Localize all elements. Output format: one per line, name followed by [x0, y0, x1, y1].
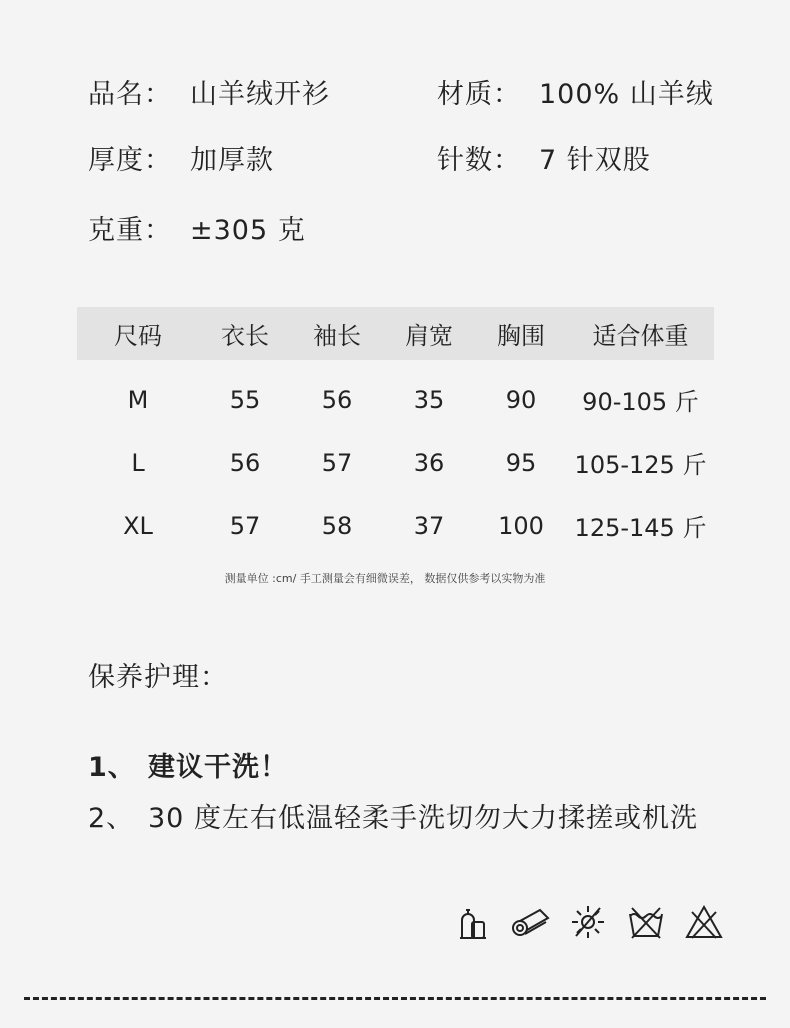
care-title: 保养护理：	[88, 662, 228, 693]
no-sun-icon	[568, 902, 608, 942]
table-row	[77, 431, 714, 494]
spec-material-key: 材质：	[437, 79, 521, 110]
header-chest: 胸围	[497, 322, 545, 350]
care-item-1-text: 建议干洗！	[148, 752, 288, 783]
table-cell: XL	[123, 511, 153, 540]
no-bleach-icon	[684, 902, 724, 942]
no-machine-wash-icon	[626, 902, 666, 942]
table-row	[77, 494, 714, 557]
table-cell: 57	[229, 511, 261, 540]
size-table	[77, 307, 714, 557]
header-sleeve: 袖长	[313, 322, 361, 350]
size-table-body	[77, 360, 714, 557]
spec-material-value: 100% 山羊绒	[539, 79, 714, 110]
table-cell: 36	[413, 448, 445, 477]
spec-weight-key: 克重：	[88, 215, 172, 246]
spec-thickness	[88, 138, 274, 177]
spec-name	[88, 72, 330, 111]
table-cell: 37	[413, 511, 445, 540]
table-cell: 125-145 斤	[574, 514, 707, 542]
measurement-note: 测量单位 :cm/ 手工测量会有细微误差， 数据仅供参考以实物为准	[224, 572, 546, 585]
spec-gauge-value: 7 针双股	[539, 145, 651, 176]
size-table-header	[77, 307, 714, 360]
care-item-2-text: 30 度左右低温轻柔手洗切勿大力揉搓或机洗	[148, 803, 698, 834]
table-cell: M	[127, 385, 149, 414]
header-weight: 适合体重	[592, 322, 689, 350]
spec-thickness-value: 加厚款	[190, 145, 274, 176]
table-cell: 90-105 斤	[582, 388, 699, 416]
header-shoulder: 肩宽	[405, 322, 453, 350]
spec-name-value: 山羊绒开衫	[190, 79, 330, 110]
care-icons	[452, 902, 724, 942]
bottom-divider	[24, 997, 766, 1000]
spec-weight-value: ±305 克	[190, 215, 306, 246]
spec-thickness-key: 厚度：	[88, 145, 172, 176]
table-cell: 56	[321, 385, 353, 414]
dry-clean-bottle-icon	[452, 902, 492, 942]
table-cell: 58	[321, 511, 353, 540]
table-cell: 90	[505, 385, 537, 414]
table-cell: 55	[229, 385, 261, 414]
roll-flat-icon	[510, 902, 550, 942]
spec-material	[437, 72, 714, 111]
table-cell: L	[131, 448, 145, 477]
table-cell: 105-125 斤	[574, 451, 707, 479]
spec-weight	[88, 208, 306, 247]
table-cell: 57	[321, 448, 353, 477]
table-cell: 95	[505, 448, 537, 477]
care-item-2	[88, 796, 698, 835]
table-cell: 100	[498, 511, 544, 540]
spec-gauge-key: 针数：	[437, 145, 521, 176]
table-row	[77, 368, 714, 431]
care-item-1	[88, 745, 288, 784]
spec-gauge	[437, 138, 651, 177]
header-size: 尺码	[114, 322, 162, 350]
header-length: 衣长	[221, 322, 269, 350]
care-item-1-num: 1、	[88, 752, 136, 783]
table-cell: 56	[229, 448, 261, 477]
care-item-2-num: 2、	[88, 803, 135, 834]
table-cell: 35	[413, 385, 445, 414]
spec-name-key: 品名：	[88, 79, 172, 110]
